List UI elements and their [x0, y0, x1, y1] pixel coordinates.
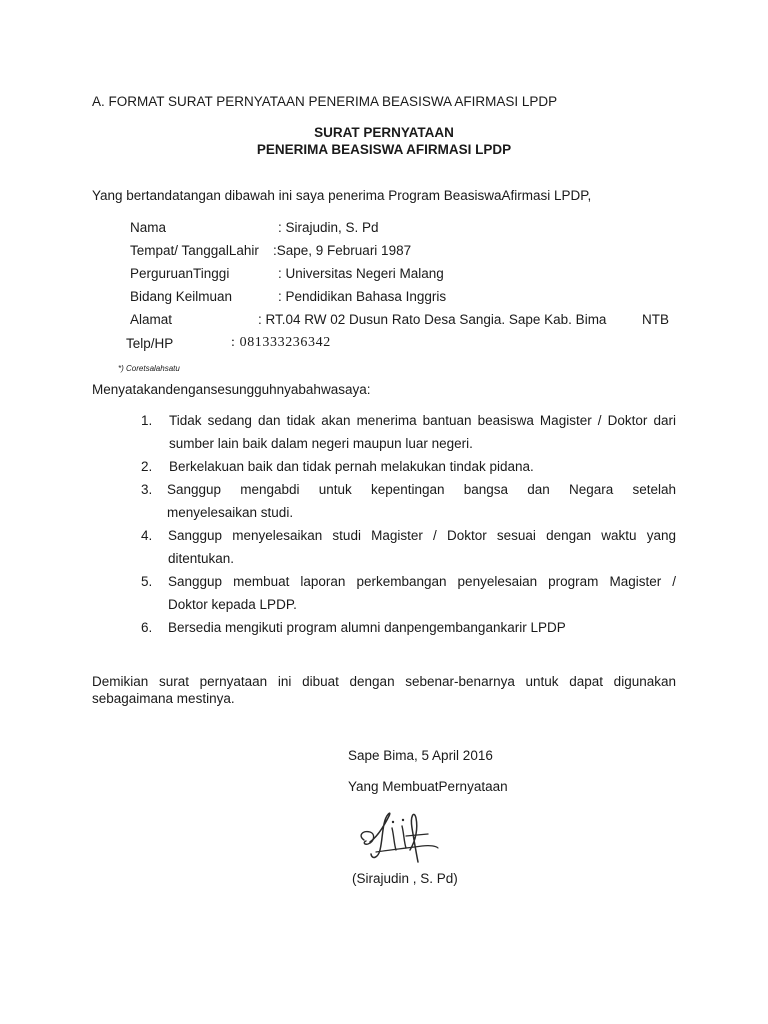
address-label: Alamat — [130, 312, 173, 327]
document-subtitle: PENERIMA BEASISWA AFIRMASI LPDP — [256, 142, 512, 157]
maker-label: Yang MembuatPernyataan — [348, 779, 508, 794]
list-item-text: Berkelakuan baik dan tidak pernah melakukan tindak pidana. — [169, 459, 534, 474]
list-item-text: Bersedia mengikuti program alumni danpengembangankarir LPDP — [168, 620, 566, 635]
footnote: *) Coretsalahsatu — [118, 364, 180, 373]
address-province: NTB — [642, 312, 669, 327]
name-label: Nama — [130, 220, 167, 235]
field-label: Bidang Keilmuan — [130, 289, 233, 304]
phone-label: Telp/HP — [126, 336, 174, 351]
list-number: 1. — [141, 413, 153, 428]
list-number: 4. — [141, 528, 153, 543]
dob-label: Tempat/ TanggalLahir — [130, 243, 259, 258]
list-number: 5. — [141, 574, 153, 589]
place-date: Sape Bima, 5 April 2016 — [348, 748, 493, 763]
list-item-text-continued: menyelesaikan studi. — [167, 505, 294, 520]
list-item-text-continued: ditentukan. — [168, 551, 235, 566]
university-label: PerguruanTinggi — [130, 266, 230, 281]
section-heading: A. FORMAT SURAT PERNYATAAN PENERIMA BEASISWA AFIRMASI LPDP — [92, 94, 558, 109]
document-title: SURAT PERNYATAAN — [314, 125, 454, 140]
list-item-text-continued: sumber lain baik dalam negeri maupun luar negeri. — [169, 436, 473, 451]
phone-value: : 081333236342 — [231, 335, 331, 350]
list-number: 6. — [141, 620, 153, 635]
list-item-text: Sanggup membuat laporan perkembangan penyelesaian program Magister / — [168, 574, 676, 589]
closing-text-continued: sebagaimana mestinya. — [92, 691, 235, 706]
closing-text: Demikian surat pernyataan ini dibuat dengan sebenar-benarnya untuk dapat digunakan — [92, 674, 676, 689]
list-number: 3. — [141, 482, 153, 497]
list-item-text: Sanggup menyelesaikan studi Magister / Doktor sesuai dengan waktu yang — [168, 528, 676, 543]
handwritten-signature — [356, 806, 442, 868]
list-item-text-continued: Doktor kepada LPDP. — [168, 597, 297, 612]
university-value: : Universitas Negeri Malang — [278, 266, 444, 281]
list-number: 2. — [141, 459, 153, 474]
name-value: : Sirajudin, S. Pd — [278, 220, 379, 235]
signature-graphic — [356, 806, 442, 868]
field-value: : Pendidikan Bahasa Inggris — [278, 289, 447, 304]
signatory-name: (Sirajudin , S. Pd) — [352, 871, 458, 886]
intro-text: Yang bertandatangan dibawah ini saya penerima Program BeasiswaAfirmasi LPDP, — [92, 188, 592, 203]
list-item-text: Tidak sedang dan tidak akan menerima bantuan beasiswa Magister / Doktor dari — [169, 413, 676, 428]
declaration-heading: Menyatakandengansesungguhnyabahwasaya: — [92, 382, 371, 397]
list-item-text: Sanggup mengabdi untuk kepentingan bangsa dan Negara setelah — [167, 482, 676, 497]
dob-value: :Sape, 9 Februari 1987 — [273, 243, 412, 258]
address-value: : RT.04 RW 02 Dusun Rato Desa Sangia. Sape Kab. Bima — [258, 312, 607, 327]
